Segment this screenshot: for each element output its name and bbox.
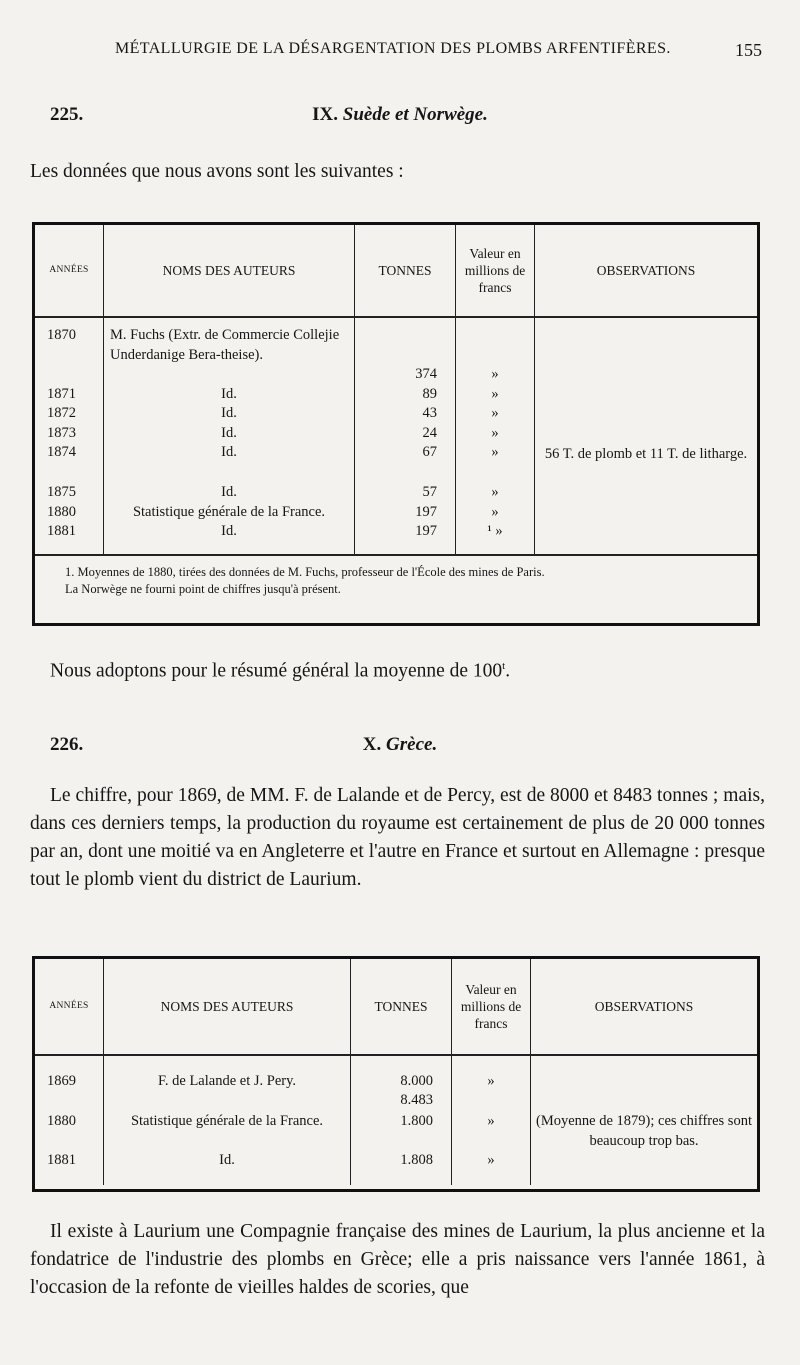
- col-header-observations: OBSERVATIONS: [535, 225, 758, 317]
- cell-author: Statistique générale de la France.: [104, 1110, 351, 1151]
- cell-year: 1881: [35, 522, 104, 554]
- cell-tonnes: 197: [355, 522, 456, 554]
- cell-year: 1880: [35, 1110, 104, 1151]
- col-header-tonnes: TONNES: [355, 225, 456, 317]
- cell-tonnes: 1.800: [351, 1110, 452, 1151]
- cell-observation: [535, 385, 758, 405]
- col-header-year: ANNÉES: [35, 225, 104, 317]
- cell-value: »: [456, 385, 535, 405]
- cell-year: 1871: [35, 385, 104, 405]
- table-row: [35, 385, 757, 405]
- cell-observation: [535, 503, 758, 523]
- cell-year: 1873: [35, 424, 104, 444]
- cell-author: Statistique générale de la France.: [104, 503, 355, 523]
- table-row: [35, 483, 757, 503]
- table-row: [35, 522, 757, 554]
- footnote-line: La Norwège ne fourni point de chiffres jusqu'à présent.: [65, 581, 341, 596]
- section-intro: Les données que nous avons sont les suivantes :: [30, 161, 404, 182]
- cell-author: Id.: [104, 483, 355, 503]
- table-row: [35, 404, 757, 424]
- cell-observation: [535, 483, 758, 503]
- col-header-observations: OBSERVATIONS: [531, 959, 758, 1055]
- footnote-line: 1. Moyennes de 1880, tirées des données de M. Fuchs, professeur de l'École des mines de Paris.: [65, 564, 545, 579]
- cell-year: 1880: [35, 503, 104, 523]
- table-suede-norwege: [32, 222, 760, 626]
- cell-author: Id.: [104, 443, 355, 483]
- table-row: [35, 1055, 757, 1110]
- cell-observation: [535, 317, 758, 385]
- cell-observation: [531, 1055, 758, 1110]
- cell-tonnes: 57: [355, 483, 456, 503]
- cell-year: 1870: [35, 317, 104, 385]
- table-row: [35, 424, 757, 444]
- cell-tonnes: 1.808: [351, 1151, 452, 1185]
- cell-value: »: [452, 1055, 531, 1110]
- cell-observation: 56 T. de plomb et 11 T. de litharge.: [544, 446, 748, 462]
- running-title: MÉTALLURGIE DE LA DÉSARGENTATION DES PLOMBS ARFENTIFÈRES.: [115, 40, 671, 57]
- cell-author: Id.: [104, 1151, 351, 1185]
- col-header-value: Valeur en millions de francs: [456, 225, 535, 317]
- section-title: IX. Suède et Norwège.: [312, 104, 488, 125]
- cell-value: »: [456, 443, 535, 483]
- cell-observation: [535, 424, 758, 444]
- cell-tonnes: 89: [355, 385, 456, 405]
- cell-observation: [531, 1151, 758, 1185]
- col-header-year: ANNÉES: [35, 959, 104, 1055]
- cell-value: »: [456, 404, 535, 424]
- section-number: 225.: [50, 104, 84, 125]
- section-number: 226.: [50, 734, 84, 755]
- cell-author: Id.: [104, 404, 355, 424]
- cell-year: 1875: [35, 483, 104, 503]
- table-grece: [32, 956, 760, 1192]
- cell-year: 1874: [35, 443, 104, 483]
- paragraph-laurium: Il existe à Laurium une Compagnie française des mines de Laurium, la plus ancienne et la fondatrice de l'industrie des plombs en Grèce; elle a pris naissance vers l'année 1861, à l'occasion de la refonte de vieilles haldes de scories, que: [30, 1221, 765, 1298]
- col-header-authors: NOMS DES AUTEURS: [104, 959, 351, 1055]
- cell-value: »: [452, 1110, 531, 1151]
- table-row: [35, 1110, 757, 1151]
- cell-observation: [535, 404, 758, 424]
- cell-value: »: [452, 1151, 531, 1185]
- col-header-authors: NOMS DES AUTEURS: [104, 225, 355, 317]
- cell-author: Id.: [104, 385, 355, 405]
- table-row: [35, 317, 757, 385]
- table-row: [35, 503, 757, 523]
- table-footnote: [35, 554, 757, 606]
- running-head: [0, 40, 800, 66]
- cell-year: 1869: [35, 1055, 104, 1110]
- table-row: [35, 1151, 757, 1185]
- cell-author: Id.: [104, 522, 355, 554]
- cell-author: Id.: [104, 424, 355, 444]
- cell-value: ¹ »: [456, 522, 535, 554]
- cell-year: 1881: [35, 1151, 104, 1185]
- cell-author: M. Fuchs (Extr. de Commercie Collejie Underdanige Bera-theise).: [104, 317, 355, 385]
- cell-tonnes: 197: [355, 503, 456, 523]
- paragraph-grece: Le chiffre, pour 1869, de MM. F. de Lalande et de Percy, est de 8000 et 8483 tonnes ; mais, dans ces derniers temps, la production du royaume est certainement de plus de 20 000 tonnes par an, dont une moitié va en Angleterre et l'autre en France et surtout en Allemagne : presque tout le plomb vient du district de Laurium.: [30, 785, 765, 890]
- section-title: X. Grèce.: [362, 734, 438, 755]
- cell-value: »: [456, 424, 535, 444]
- section-heading-ix: [50, 104, 750, 132]
- cell-tonnes: 67: [355, 443, 456, 483]
- paragraph-moyenne: Nous adoptons pour le résumé général la moyenne de 100$^t$.: [50, 660, 511, 682]
- cell-tonnes: 43: [355, 404, 456, 424]
- cell-author: F. de Lalande et J. Pery.: [104, 1055, 351, 1110]
- cell-observation: (Moyenne de 1879); ces chiffres sont beaucoup trop bas.: [536, 1113, 752, 1149]
- page-number: 155: [735, 40, 762, 60]
- col-header-value: Valeur en millions de francs: [452, 959, 531, 1055]
- cell-value: »: [456, 503, 535, 523]
- cell-tonnes: 8.000 8.483: [351, 1055, 452, 1110]
- cell-year: 1872: [35, 404, 104, 424]
- section-heading-x: [50, 734, 750, 762]
- cell-value: »: [456, 317, 535, 385]
- cell-observation: [535, 522, 758, 554]
- cell-tonnes: 24: [355, 424, 456, 444]
- col-header-tonnes: TONNES: [351, 959, 452, 1055]
- table-row: [35, 443, 757, 483]
- cell-value: »: [456, 483, 535, 503]
- cell-tonnes: 374: [355, 317, 456, 385]
